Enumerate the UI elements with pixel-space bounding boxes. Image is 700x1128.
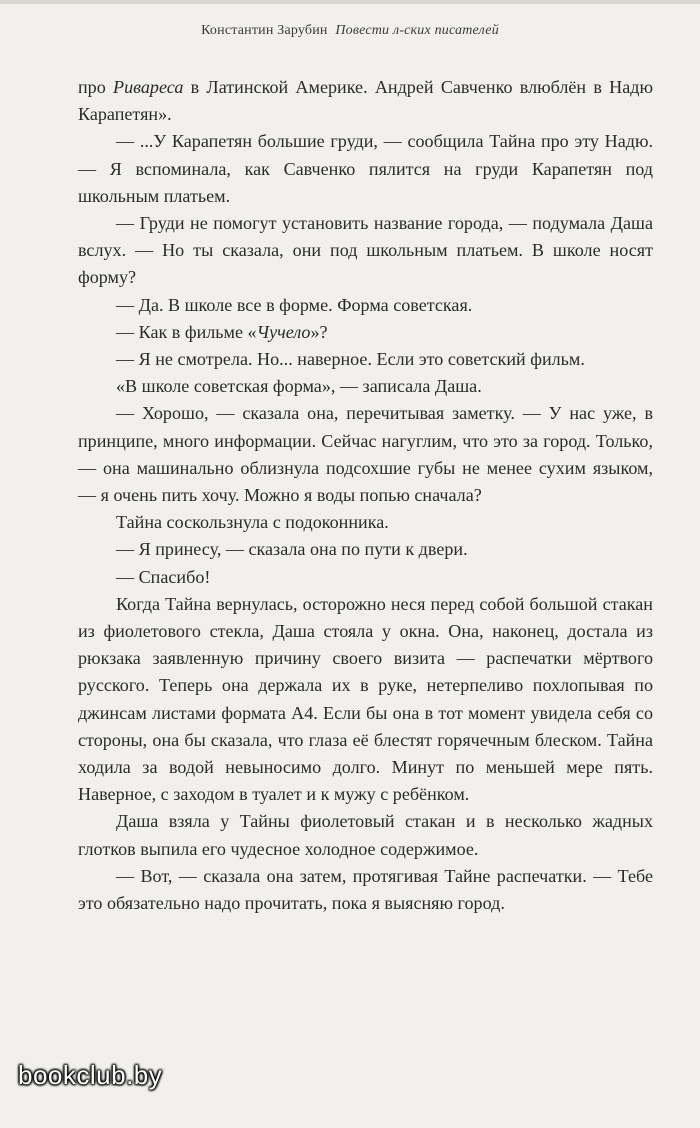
- paragraph-11: — Спасибо!: [116, 566, 211, 587]
- paragraph-2: — ...У Карапетян большие груди, — сообщила Тайна про эту Надю. — Я вспоминала, как Савченко пялится на груди Карапетян под школьным платьем.: [78, 131, 653, 206]
- paragraph-7: «В школе советская форма», — записала Даша.: [116, 376, 482, 397]
- paragraph-14: — Вот, — сказала она затем, протягивая Тайне распечатки. — Тебе это обязательно надо прочитать, пока я выясняю город.: [78, 865, 653, 914]
- paragraph-3: — Груди не помогут установить название города, — подумала Даша вслух. — Но ты сказала, они под школьным платьем. В школе носят форму?: [78, 213, 653, 288]
- paragraph-12: Когда Тайна вернулась, осторожно неся перед собой большой стакан из фиолетового стекла, Даша стояла у окна. Она, наконец, достала из рюкзака заявленную причину своего визита — распечатки мёртвого русского. Теперь она держала их в руке, нетерпеливо похлопывая по джинсам листами формата А4. Если бы она в тот момент увидела себя со стороны, она бы сказала, что глаза её блестят горячечным блеском. Тайна ходила за водой невыносимо долго. Минут по меньшей мере пять. Наверное, с заходом в туалет и к мужу с ребёнком.: [78, 593, 653, 805]
- page-edge: [0, 0, 700, 4]
- running-head: [0, 23, 700, 39]
- paragraph-8: — Хорошо, — сказала она, перечитывая заметку. — У нас уже, в принципе, много информации. Сейчас нагуглим, что это за город. Только, — она машинально облизнула подсохшие губы не менее сухим языком, — я очень пить хочу. Можно я воды попью сначала?: [78, 403, 653, 506]
- paragraph-1: про Ривареса в Латинской Америке. Андрей Савченко влюблён в Надю Карапетян».: [78, 77, 653, 125]
- paragraph-4: — Да. В школе все в форме. Форма советская.: [116, 294, 473, 315]
- paragraph-9: Тайна соскользнула с подоконника.: [116, 512, 389, 533]
- paragraph-10: — Я принесу, — сказала она по пути к двери.: [116, 539, 468, 560]
- header-book-title: Повести л-ских писателей: [335, 23, 499, 38]
- paragraph-5: — Как в фильме «Чучело»?: [116, 321, 328, 342]
- site-watermark: bookclub.by: [18, 1060, 163, 1090]
- body-text: [78, 74, 653, 917]
- header-author: Константин Зарубин: [201, 23, 328, 38]
- paragraph-13: Даша взяла у Тайны фиолетовый стакан и в несколько жадных глотков выпила его чудесное холодное содержимое.: [78, 811, 653, 859]
- paragraph-6: — Я не смотрела. Но... наверное. Если это советский фильм.: [116, 349, 585, 370]
